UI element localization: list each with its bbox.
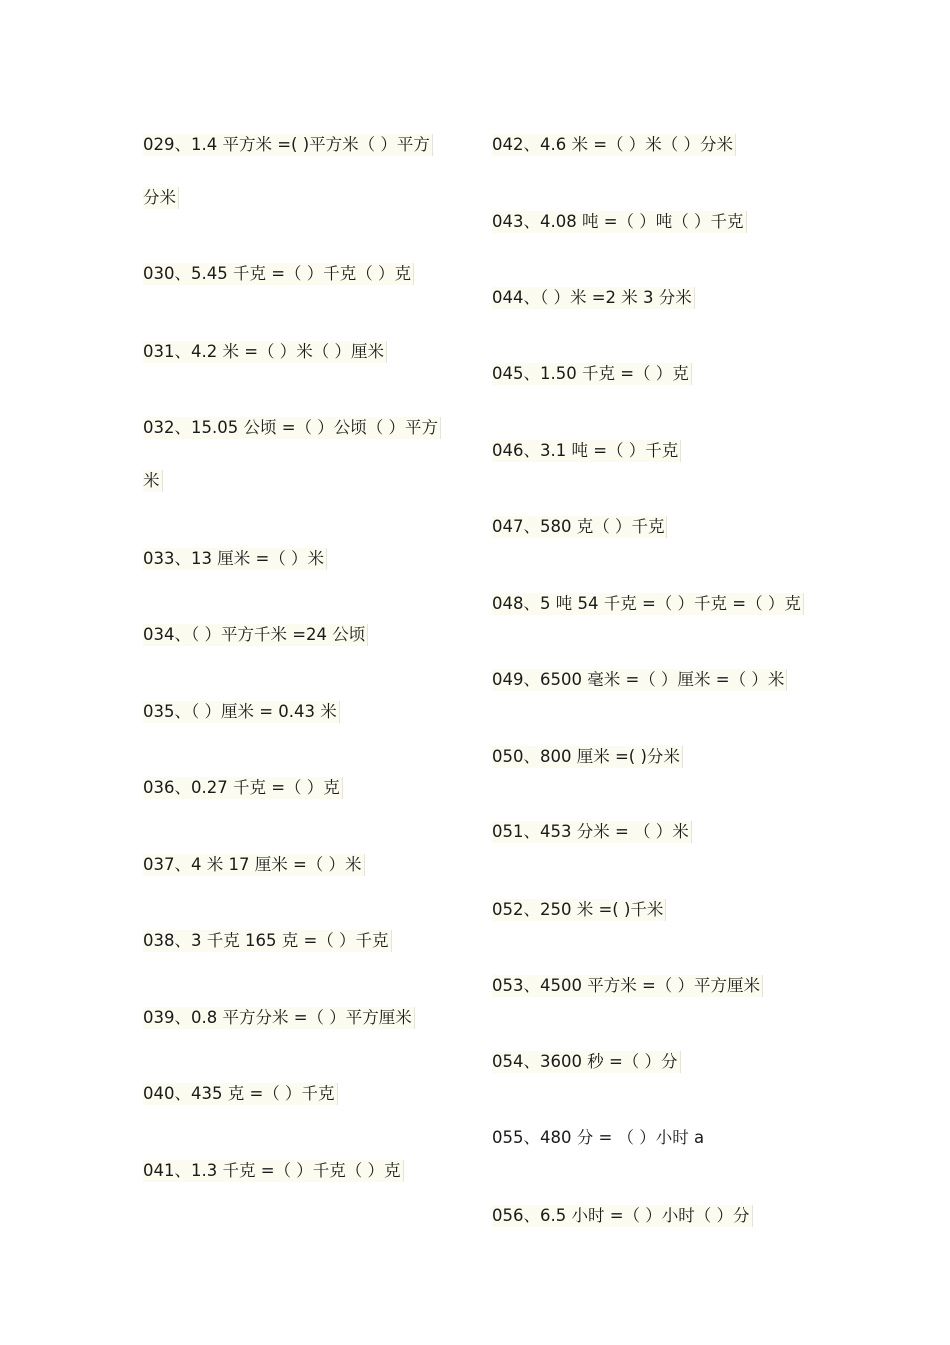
question-051 <box>492 821 692 843</box>
question-text: 038、3 千克 165 克 =（ ）千克 <box>143 930 392 952</box>
question-text: 分米 <box>143 187 179 209</box>
question-text: 035、（ ）厘米 = 0.43 米 <box>143 701 340 723</box>
question-text: 055、480 分 = （ ）小时 a <box>492 1128 705 1147</box>
question-text: 031、4.2 米 =（ ）米（ ）厘米 <box>143 341 387 363</box>
question-053 <box>492 975 763 997</box>
question-text: 032、15.05 公顷 =（ ）公顷（ ）平方 <box>143 417 441 439</box>
question-text: 051、453 分米 = （ ）米 <box>492 821 692 843</box>
question-035 <box>143 701 340 723</box>
question-050 <box>492 746 683 768</box>
question-052 <box>492 899 666 921</box>
question-038 <box>143 930 392 952</box>
question-046 <box>492 440 681 462</box>
question-text: 052、250 米 =( )千米 <box>492 899 666 921</box>
question-text: 030、5.45 千克 =（ ）千克（ ）克 <box>143 263 414 285</box>
question-text: 041、1.3 千克 =（ ）千克（ ）克 <box>143 1160 404 1182</box>
question-041 <box>143 1160 404 1182</box>
question-text: 050、800 厘米 =( )分米 <box>492 746 683 768</box>
question-text: 045、1.50 千克 =（ ）克 <box>492 363 692 385</box>
question-text: 029、1.4 平方米 =( )平方米（ ）平方 <box>143 134 433 156</box>
question-031 <box>143 341 387 363</box>
question-text: 034、（ ）平方千米 =24 公顷 <box>143 624 368 646</box>
question-text: 米 <box>143 470 163 492</box>
question-029-line1 <box>143 134 433 156</box>
question-text: 033、13 厘米 =（ ）米 <box>143 548 327 570</box>
question-text: 044、（ ）米 =2 米 3 分米 <box>492 287 695 309</box>
question-text: 037、4 米 17 厘米 =（ ）米 <box>143 854 365 876</box>
question-029-line2 <box>143 187 179 209</box>
question-049 <box>492 669 787 691</box>
question-039 <box>143 1007 415 1029</box>
question-text: 047、580 克（ ）千克 <box>492 516 667 538</box>
question-text: 049、6500 毫米 =（ ）厘米 =（ ）米 <box>492 669 787 691</box>
question-048 <box>492 593 804 615</box>
question-text: 040、435 克 =（ ）千克 <box>143 1083 338 1105</box>
question-text: 054、3600 秒 =（ ）分 <box>492 1051 681 1073</box>
question-056 <box>492 1205 753 1227</box>
question-043 <box>492 211 747 233</box>
question-040 <box>143 1083 338 1105</box>
question-text: 056、6.5 小时 =（ ）小时（ ）分 <box>492 1205 753 1227</box>
question-text: 043、4.08 吨 =（ ）吨（ ）千克 <box>492 211 747 233</box>
question-055 <box>492 1127 704 1149</box>
question-033 <box>143 548 327 570</box>
question-042 <box>492 134 736 156</box>
question-054 <box>492 1051 681 1073</box>
question-045 <box>492 363 692 385</box>
question-037 <box>143 854 365 876</box>
question-047 <box>492 516 667 538</box>
question-032-line2 <box>143 470 163 492</box>
question-030 <box>143 263 414 285</box>
question-032-line1 <box>143 417 441 439</box>
question-text: 048、5 吨 54 千克 =（ ）千克 =（ ）克 <box>492 593 804 615</box>
question-044 <box>492 287 695 309</box>
question-text: 039、0.8 平方分米 =（ ）平方厘米 <box>143 1007 415 1029</box>
question-034 <box>143 624 368 646</box>
question-text: 046、3.1 吨 =（ ）千克 <box>492 440 681 462</box>
question-text: 036、0.27 千克 =（ ）克 <box>143 777 343 799</box>
question-text: 053、4500 平方米 =（ ）平方厘米 <box>492 975 763 997</box>
question-text: 042、4.6 米 =（ ）米（ ）分米 <box>492 134 736 156</box>
question-036 <box>143 777 343 799</box>
